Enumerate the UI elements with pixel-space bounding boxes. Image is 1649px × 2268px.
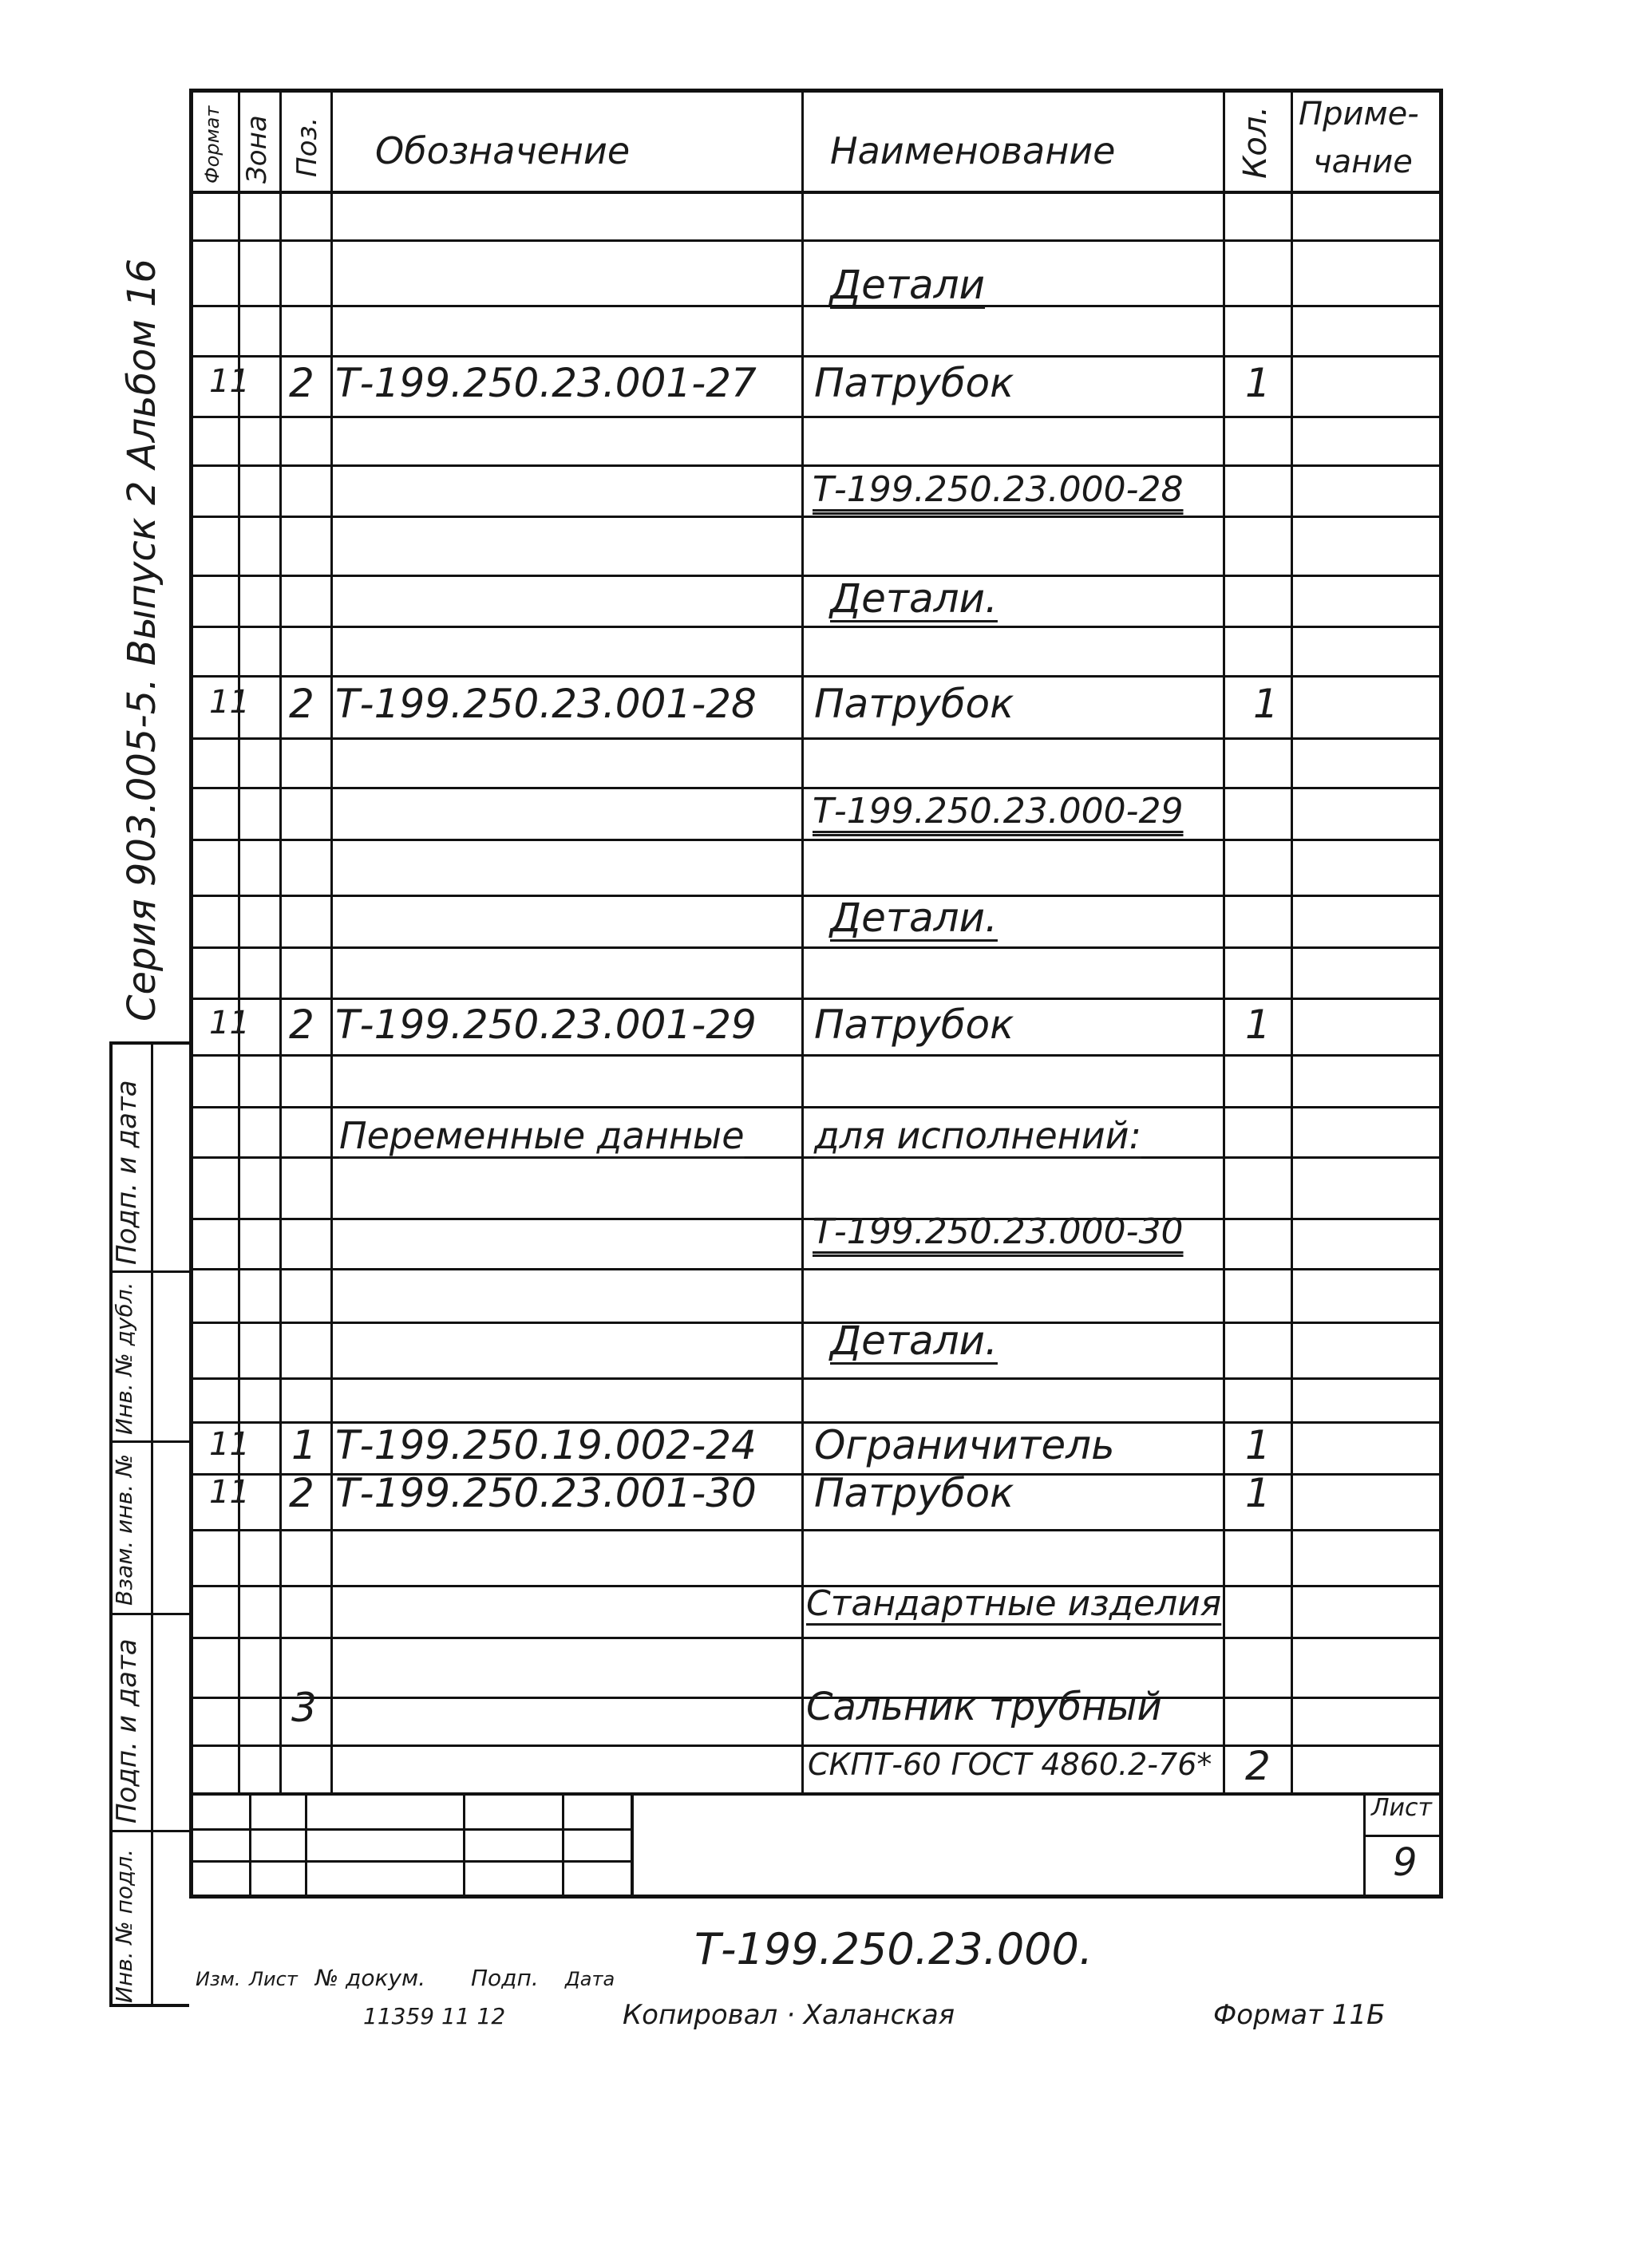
document-designation: Т-199.250.23.000. [694,1924,1093,1974]
strip-orig-inv: Инв. № подл. [111,1848,137,2003]
strip-inner [151,1045,153,2004]
row-qty: 1 [1253,681,1279,727]
tb-col-doc: № докум. [315,1965,426,1991]
footer-order: 11359 11 12 [363,2003,506,2029]
row-line [193,516,1443,518]
strip-repl-inv: Взам. инв. № [111,1453,137,1606]
row-line [193,1268,1443,1270]
row-line [193,239,1443,242]
sheet-label: Лист [1371,1794,1433,1822]
row-pos: 2 [289,681,314,727]
col-line-qty [1223,93,1225,1792]
row-name: Сальник трубный [806,1685,1162,1729]
row-pos: 2 [289,360,314,406]
row-line [193,839,1443,841]
row-name: Патрубок [814,1470,1014,1516]
row-pos: 2 [289,1470,314,1516]
strip-dup-inv: Инв. № дубл. [111,1282,137,1435]
row-qty: 1 [1245,1002,1271,1048]
row-line [193,416,1443,418]
tb-line [193,1828,631,1831]
row-line [193,946,1443,949]
row-name: Патрубок [814,681,1014,727]
row-line [193,787,1443,789]
row-format: 11 [209,684,250,721]
tb-col-sign: Подп. [471,1965,539,1991]
row-qty: 1 [1245,1470,1271,1516]
col-line-pos [330,93,333,1792]
tb-col [562,1792,564,1899]
row-name: Патрубок [814,1002,1014,1048]
strip-sign-date-2: Подп. и дата [111,1638,143,1823]
row-designation: Т-199.250.23.001-27 [335,360,757,406]
row-qty: 2 [1245,1743,1271,1789]
variable-data-heading-cont: для исполнений: [814,1114,1142,1157]
series-side-text: Серия 903.005-5. Выпуск 2 Альбом 16 [120,258,164,1021]
title-block-top [193,1792,1443,1796]
strip-sign-date-1: Подп. и дата [111,1080,143,1265]
row-format: 11 [209,1474,250,1511]
row-pos: 3 [291,1685,317,1731]
row-format: 11 [209,1426,250,1463]
row-line [193,1377,1443,1380]
tb-sheet-line [1363,1835,1443,1837]
variant-designation: Т-199.250.23.000-28 [813,469,1184,510]
row-line [193,575,1443,577]
row-pos: 2 [289,1002,314,1048]
footer-copied: Копировал · Халанская [623,1999,955,2031]
row-line [193,998,1443,1000]
col-line-format [238,93,240,1792]
header-note-1: Приме- [1299,96,1419,132]
row-line [193,737,1443,740]
col-line-name [801,93,804,1792]
tb-col-date: Дата [565,1968,615,1990]
row-name: СКПТ-60 ГОСТ 4860.2-76* [808,1747,1212,1782]
header-designation: Обозначение [375,129,631,172]
row-line [193,464,1443,467]
tb-col [631,1792,634,1899]
variant-designation: Т-199.250.23.000-29 [813,791,1184,832]
tb-col [249,1792,251,1899]
header-line [193,191,1443,194]
row-format: 11 [209,363,250,400]
row-qty: 1 [1245,360,1271,406]
header-name: Наименование [830,129,1116,172]
section-details: Детали. [830,575,998,622]
row-line [193,1637,1443,1639]
row-name: Патрубок [814,360,1014,406]
variable-data-heading: Переменные данные [339,1114,745,1157]
footer-format: Формат 11Б [1213,1999,1386,2031]
section-details: Детали [830,262,986,308]
section-standard-items: Стандартные изделия [806,1583,1222,1624]
sheet-number: 9 [1393,1840,1418,1885]
section-details: Детали. [830,1318,998,1364]
row-line [193,626,1443,628]
row-pos: 1 [291,1422,317,1468]
tb-line [193,1860,631,1863]
tb-col-sheet [1363,1792,1366,1899]
header-pos: Поз. [291,117,323,177]
section-details: Детали. [830,895,998,941]
header-zone: Зона [241,115,273,184]
row-designation: Т-199.250.23.001-29 [335,1002,757,1048]
row-designation: Т-199.250.23.001-30 [335,1470,757,1516]
row-line [193,1322,1443,1324]
row-line [193,1106,1443,1108]
row-name: Ограничитель [814,1422,1115,1468]
row-line [193,895,1443,897]
header-qty: Кол. [1237,105,1274,179]
col-line-note [1291,93,1293,1792]
row-designation: Т-199.250.19.002-24 [335,1422,757,1468]
header-format: Формат [201,105,223,184]
row-line [193,1529,1443,1531]
tb-col [305,1792,307,1899]
row-line [193,1054,1443,1057]
row-line [193,305,1443,307]
header-note-2: чание [1313,144,1413,180]
row-qty: 1 [1245,1422,1271,1468]
row-line [193,355,1443,358]
row-designation: Т-199.250.23.001-28 [335,681,757,727]
row-line [193,675,1443,678]
variant-designation: Т-199.250.23.000-30 [813,1211,1184,1252]
tb-col-izm: Изм. [196,1968,241,1990]
tb-col-list: Лист [249,1968,298,1990]
row-format: 11 [209,1005,250,1041]
col-line-zone [279,93,282,1792]
tb-col [463,1792,465,1899]
